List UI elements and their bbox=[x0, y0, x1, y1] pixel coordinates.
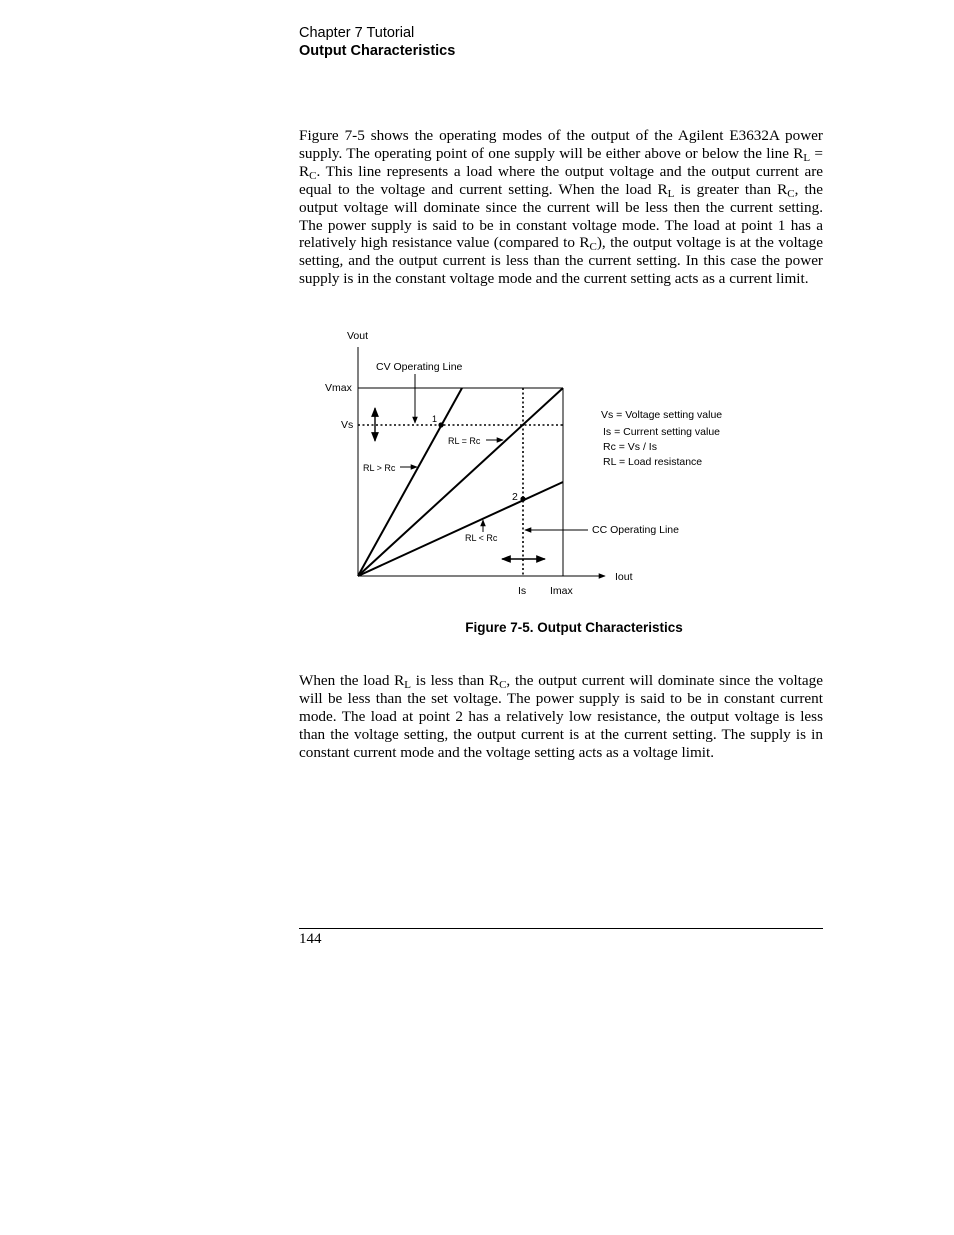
cv-operating-line-label: CV Operating Line bbox=[376, 361, 463, 373]
text-run: Figure 7-5 shows the operating modes of the output of the Agilent E3632A power supply. The operating point of one supply will be either above or below the line R bbox=[299, 127, 823, 162]
subscript: C bbox=[787, 187, 795, 200]
page-number: 144 bbox=[299, 931, 322, 947]
subscript: C bbox=[589, 241, 597, 254]
legend-rl: RL = Load resistance bbox=[603, 456, 703, 468]
text-run: = R bbox=[299, 144, 823, 180]
subscript: L bbox=[803, 151, 811, 164]
cc-operating-line-label: CC Operating Line bbox=[592, 524, 679, 536]
subscript: L bbox=[404, 679, 411, 691]
legend-rc: Rc = Vs / Is bbox=[603, 441, 657, 453]
footer-rule bbox=[299, 928, 823, 929]
text-run: When the load R bbox=[299, 672, 405, 689]
y-axis-label: Vout bbox=[347, 330, 369, 342]
rl-gt-rc-line bbox=[358, 388, 462, 576]
is-label: Is bbox=[518, 585, 527, 597]
paragraph-operating-modes bbox=[299, 127, 823, 288]
text-run: . This line represents a load where the output voltage and the output current are equal to the voltage and current setting. When the load R bbox=[299, 162, 823, 198]
legend-vs: Vs = Voltage setting value bbox=[601, 409, 723, 421]
legend-is: Is = Current setting value bbox=[603, 426, 721, 438]
text-run: , the output voltage will dominate since the current will be less then the current setting. The power supply is said to be in constant voltage mode. The load at point 1 has a relatively high resistance value (compared to R bbox=[299, 180, 823, 252]
operating-point-1 bbox=[438, 422, 443, 427]
point-1-label: 1 bbox=[432, 414, 438, 424]
subscript: L bbox=[667, 187, 675, 200]
vmax-label: Vmax bbox=[325, 382, 352, 394]
chapter-title: Chapter 7 Tutorial bbox=[299, 25, 415, 41]
rl-gt-rc-label: RL > Rc bbox=[363, 463, 396, 473]
text-run: , the output current will dominate since the voltage will be less than the set voltage. The power supply is said to be in constant current mode. The load at point 2 has a relatively low resistance, the output voltage is less than the voltage setting, the output current is at the current setting. The supply is in constant current mode and the voltage setting acts as a voltage limit. bbox=[299, 672, 823, 761]
output-characteristics-diagram bbox=[320, 325, 770, 610]
text-run: ), the output voltage is at the voltage setting, and the output current is less than the current setting. In this case the power supply is in the constant voltage mode and the current setting acts as a current limit. bbox=[299, 234, 823, 288]
text-run: is greater than R bbox=[674, 180, 788, 198]
vs-label: Vs bbox=[341, 419, 354, 431]
imax-label: Imax bbox=[550, 585, 573, 597]
figure-caption: Figure 7-5. Output Characteristics bbox=[465, 620, 683, 635]
x-axis-label: Iout bbox=[615, 571, 633, 583]
rl-eq-rc-label: RL = Rc bbox=[448, 436, 481, 446]
point-2-label: 2 bbox=[512, 491, 518, 503]
operating-point-2 bbox=[520, 496, 525, 501]
rl-lt-rc-label: RL < Rc bbox=[465, 533, 498, 543]
rl-eq-rc-line bbox=[358, 388, 563, 576]
paragraph-constant-current bbox=[299, 672, 823, 762]
rl-lt-rc-line bbox=[358, 482, 563, 576]
text-run: is less than R bbox=[411, 672, 500, 689]
subscript: C bbox=[309, 169, 317, 182]
subscript: C bbox=[499, 679, 507, 691]
section-title: Output Characteristics bbox=[299, 43, 456, 59]
